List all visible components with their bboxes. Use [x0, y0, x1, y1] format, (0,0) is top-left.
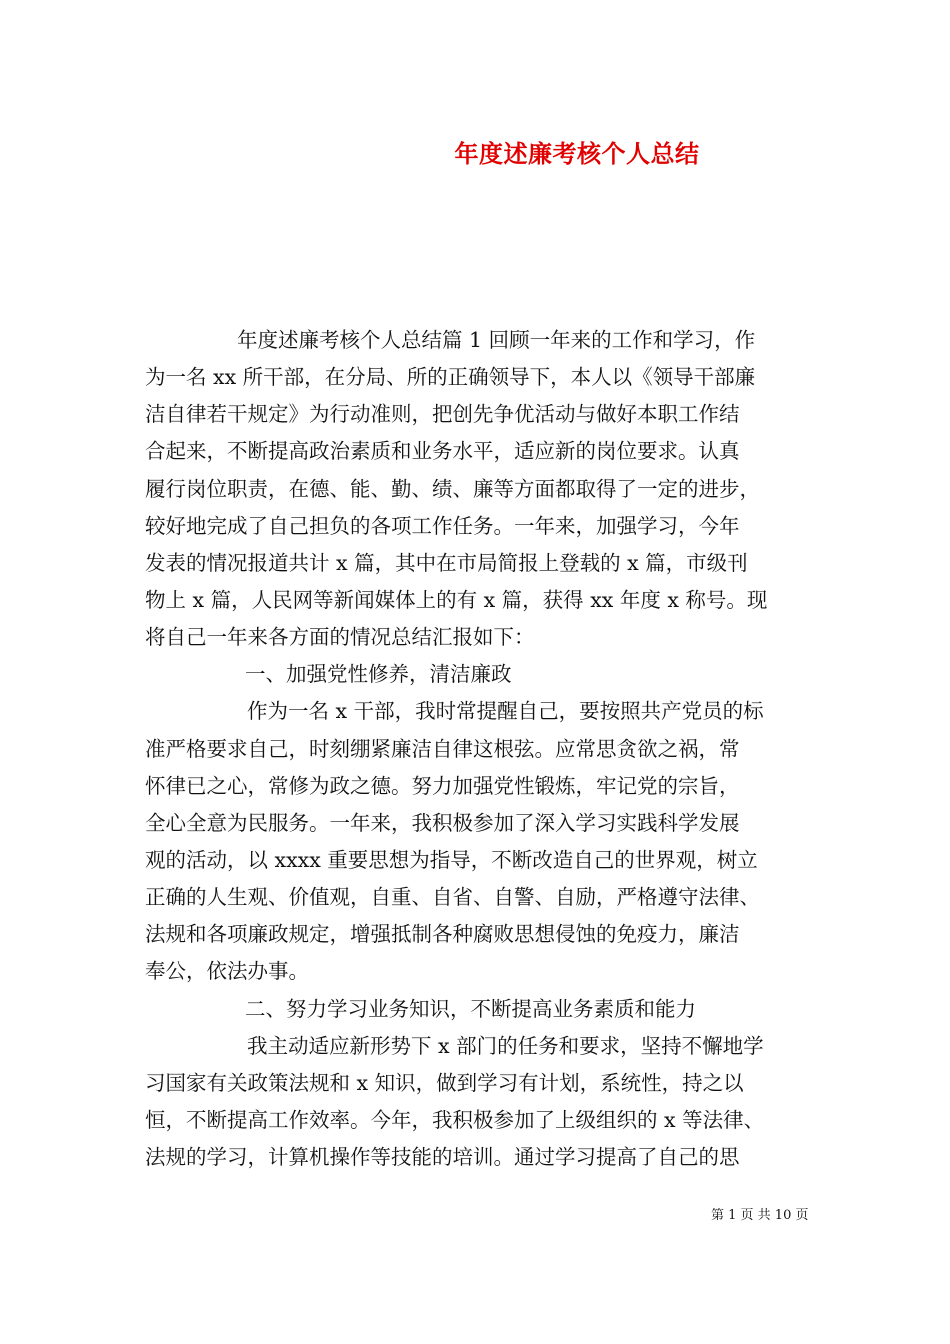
paragraph-line: 作为一名 x 干部，我时常提醒自己，要按照共产党员的标 — [247, 699, 764, 724]
page-number: 第 1 页 共 10 页 — [711, 1208, 809, 1223]
paragraph-line: 正确的人生观、价值观，自重、自省、自警、自励，严格遵守法律、 — [145, 885, 760, 910]
paragraph-line: 奉公，依法办事。 — [145, 959, 309, 984]
document-title: 年度述廉考核个人总结 — [454, 139, 700, 168]
paragraph-line: 履行岗位职责，在德、能、勤、绩、廉等方面都取得了一定的进步， — [145, 476, 760, 501]
document-body — [145, 322, 825, 1176]
paragraph-line: 将自己一年来各方面的情况总结汇报如下： — [145, 625, 535, 650]
paragraph-line: 准严格要求自己，时刻绷紧廉洁自律这根弦。应常思贪欲之祸，常 — [145, 736, 740, 761]
paragraph-line: 我主动适应新形势下 x 部门的任务和要求，坚持不懈地学 — [247, 1033, 764, 1058]
paragraph-line: 较好地完成了自己担负的各项工作任务。一年来，加强学习，今年 — [145, 513, 740, 538]
section-heading-2: 二、努力学习业务知识，不断提高业务素质和能力 — [245, 996, 696, 1021]
paragraph-line: 怀律已之心，常修为政之德。努力加强党性锻炼，牢记党的宗旨， — [145, 773, 740, 798]
paragraph-line: 法规和各项廉政规定，增强抵制各种腐败思想侵蚀的免疫力，廉洁 — [145, 922, 740, 947]
paragraph-line: 观的活动，以 xxxx 重要思想为指导，不断改造自己的世界观，树立 — [145, 847, 758, 872]
paragraph-line: 洁自律若干规定》为行动准则，把创先争优活动与做好本职工作结 — [145, 402, 740, 427]
paragraph-line: 物上 x 篇，人民网等新闻媒体上的有 x 篇，获得 xx 年度 x 称号。现 — [145, 587, 768, 612]
paragraph-line: 全心全意为民服务。一年来，我积极参加了深入学习实践科学发展 — [145, 810, 740, 835]
section-heading-1: 一、加强党性修养，清洁廉政 — [245, 662, 512, 687]
paragraph-line: 法规的学习，计算机操作等技能的培训。通过学习提高了自己的思 — [145, 1145, 740, 1170]
paragraph-line: 年度述廉考核个人总结篇 1 回顾一年来的工作和学习，作 — [237, 328, 756, 352]
paragraph-line: 合起来，不断提高政治素质和业务水平，适应新的岗位要求。认真 — [145, 439, 740, 464]
paragraph-line: 发表的情况报道共计 x 篇，其中在市局简报上登载的 x 篇，市级刊 — [145, 550, 748, 575]
paragraph-line: 为一名 xx 所干部，在分局、所的正确领导下，本人以《领导干部廉 — [145, 365, 756, 390]
paragraph-line: 恒，不断提高工作效率。今年，我积极参加了上级组织的 x 等法律、 — [145, 1107, 765, 1132]
paragraph-line: 习国家有关政策法规和 x 知识，做到学习有计划，系统性，持之以 — [145, 1070, 744, 1095]
